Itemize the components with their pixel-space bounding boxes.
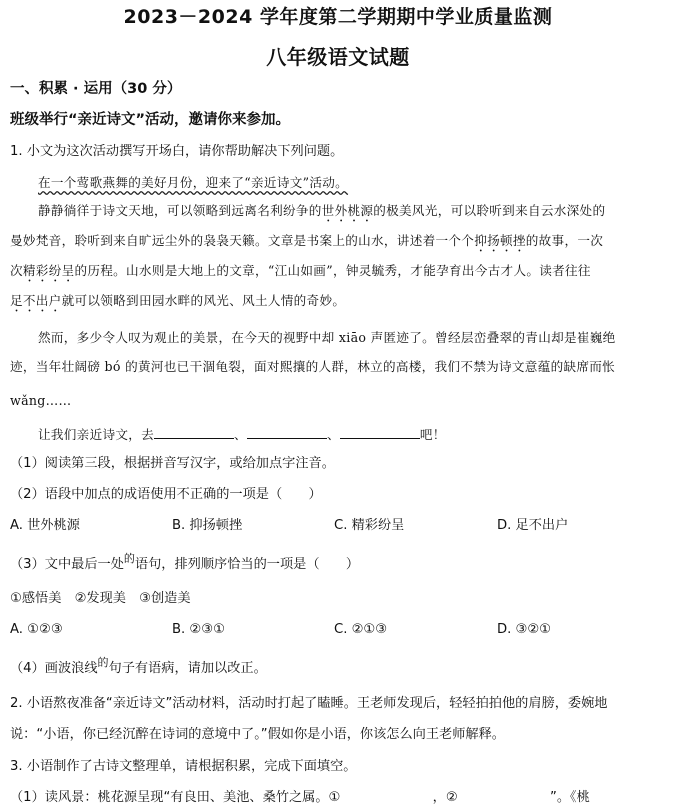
passage-line (38, 202, 605, 225)
dotted-idiom: 世外桃源 (321, 203, 374, 218)
sub-question-3 (10, 552, 360, 574)
separator: 、 (234, 427, 247, 442)
question-2-line: 说：“小语，你已经沉醉在诗词的意境中了。”假如你是小语，你该怎么向王老师解释。 (10, 727, 505, 742)
passage-line (10, 292, 345, 315)
sub-question-2: （2）语段中加点的成语使用不正确的一项是（ ） (10, 487, 322, 502)
passage-fill-line (38, 424, 446, 444)
question-1-stem: 1. 小文为这次活动撰写开场白，请你帮助解决下列问题。 (10, 144, 344, 159)
passage-line: wǎng…… (10, 393, 72, 408)
option-c[interactable]: C. 精彩纷呈 (334, 518, 405, 533)
wavy-underlined-text: 在一个莺歌燕舞的美好月份，迎来了“亲近诗文”活动。 (38, 175, 349, 190)
passage-text: 吧！ (419, 427, 446, 442)
option-c[interactable]: C. ②①③ (334, 622, 388, 637)
question-text: （3）文中最后一处 (10, 557, 124, 572)
question-text: 语句，排列顺序恰当的一项是（ ） (134, 557, 360, 572)
separator: 、 (326, 427, 340, 442)
question-text: （4）画波浪线 (10, 661, 98, 676)
dotted-idiom: 足不出户 (10, 293, 62, 308)
passage-text: 的故事，一次 (525, 233, 604, 248)
passage-text: 曼妙梵音，聆听到来自旷远尘外的袅袅天籁。文章是书案上的山水，讲述着一个个 (10, 233, 475, 248)
section-intro: 班级举行“亲近诗文”活动，邀请你来参加。 (10, 112, 291, 128)
dotted-idiom: 精彩纷呈 (22, 263, 75, 278)
sub-question-4 (10, 656, 267, 678)
passage-text: 次 (10, 263, 23, 278)
passage-wavy-sentence (38, 174, 348, 192)
answer-blank[interactable] (340, 424, 420, 439)
passage-text: 的历程。山水则是大地上的文章，“江山如画”，钟灵毓秀，才能孕育出今古才人。读者往往 (74, 263, 591, 278)
question-3-sub-1: （1）读风景：桃花源呈现“有良田、美池、桑竹之属。① ，② ”。《桃 (10, 790, 590, 805)
option-b[interactable]: B. 抑扬顿挫 (172, 518, 243, 533)
passage-text: 让我们亲近诗文，去 (38, 427, 155, 442)
passage-line: 迹，当年壮阔磅 bó 的黄河也已干涸龟裂，面对熙攘的人群，林立的高楼，我们不禁为诗文意蕴的缺席而怅 (10, 359, 616, 374)
question-3-stem: 3. 小语制作了古诗文整理单，请根据积累，完成下面填空。 (10, 759, 357, 774)
answer-blank[interactable] (154, 424, 234, 439)
question-2-line: 2. 小语熬夜准备“亲近诗文”活动材料，活动时打起了瞌睡。王老师发现后，轻轻拍拍他的肩膀，委婉地 (10, 696, 608, 711)
option-b[interactable]: B. ②③① (172, 622, 225, 637)
passage-line (10, 232, 603, 255)
passage-text: 的极美风光，可以聆听到来自云水深处的 (373, 203, 606, 218)
option-d[interactable]: D. ③②① (497, 622, 552, 637)
sub-question-3-items: ①感悟美 ②发现美 ③创造美 (10, 591, 191, 606)
passage-line (10, 262, 591, 285)
passage-text: 就可以领略到田园水畔的风光、风土人情的奇妙。 (61, 293, 346, 308)
sub-question-1: （1）阅读第三段，根据拼音写汉字，或给加点字注音。 (10, 456, 335, 471)
question-text: 句子有语病，请加以改正。 (108, 661, 267, 676)
answer-blank[interactable] (247, 424, 327, 439)
raised-char: 的 (123, 552, 135, 565)
exam-title: 2023－2024 学年度第二学期期中学业质量监测 (123, 6, 553, 28)
dotted-idiom: 抑扬顿挫 (474, 233, 526, 248)
option-d[interactable]: D. 足不出户 (497, 518, 569, 533)
raised-char: 的 (97, 656, 109, 669)
option-a[interactable]: A. 世外桃源 (10, 518, 80, 533)
passage-text: 静静徜徉于诗文天地，可以领略到远离名利纷争的 (38, 203, 322, 218)
exam-subtitle: 八年级语文试题 (266, 45, 410, 69)
section-heading: 一、积累 · 运用（30 分） (10, 81, 182, 97)
option-a[interactable]: A. ①②③ (10, 622, 63, 637)
passage-line: 然而，多少令人叹为观止的美景，在今天的视野中却 xiāo 声匿迹了。曾经层峦叠翠的青山却是崔巍绝 (38, 330, 616, 345)
